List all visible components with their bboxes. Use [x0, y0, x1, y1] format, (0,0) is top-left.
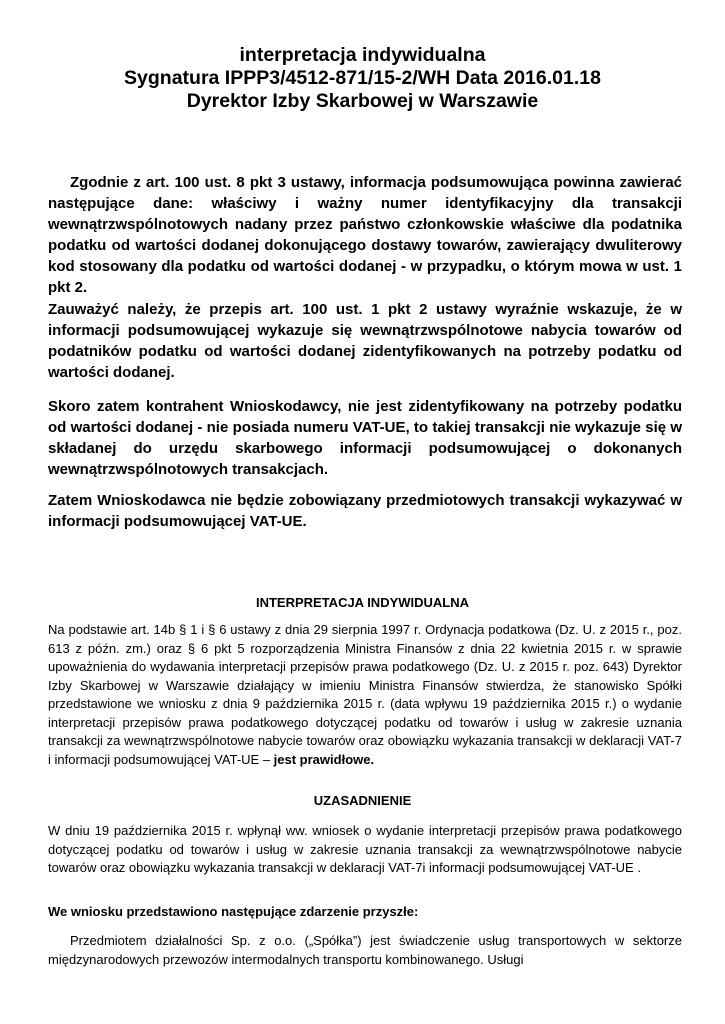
summary-paragraph-4: Zatem Wnioskodawca nie będzie zobowiązany przedmiotowych transakcji wykazywać w informacji podsumowującej VAT-UE. [48, 492, 682, 530]
justification-paragraph: W dniu 19 października 2015 r. wpłynął ww. wniosek o wydanie interpretacji przepisów prawa podatkowego dotyczącej podatku od towarów i usług w zakresie uznania transakcji za wewnątrzwspólnotowe nabycie towarów oraz obowiązku wykazania transakcji w deklaracji VAT-7i informacji podsumowującej VAT-UE . [48, 823, 682, 875]
facts-paragraph: Przedmiotem działalności Sp. z o.o. („Spółka”) jest świadczenie usług transportowych w sektorze międzynarodowych przewozów intermodalnych transportu kombinowanego. Usługi [48, 933, 682, 967]
interpretation-text: Na podstawie art. 14b § 1 i § 6 ustawy z dnia 29 sierpnia 1997 r. Ordynacja podatkowa (Dz. U. z 2015 r., poz. 613 z późn. zm.) oraz § 6 pkt 5 rozporządzenia Ministra Finansów z dnia 22 kwietnia 2015 r. w sprawie upoważnienia do wydawania interpretacji przepisów prawa podatkowego (Dz. U. z 2015 r. poz. 643) Dyrektor Izby Skarbowej w Warszawie działający w imieniu Ministra Finansów stwierdza, że stanowisko Spółki przedstawione we wniosku z dnia 9 października 2015 r. (data wpływu 19 października 2015 r.) o wydanie interpretacji przepisów prawa podatkowego dotyczącej podatku od towarów i usług w zakresie uznania transakcji za wewnątrzwspólnotowe nabycie towarów oraz obowiązku wykazania transakcji w deklaracji VAT-7 i informacji podsumowującej VAT-UE – [48, 622, 682, 767]
interpretation-paragraph [48, 621, 682, 769]
section-title-justification: UZASADNIENIE [313, 793, 412, 808]
document-header [0, 44, 725, 113]
section-title-interpretation: INTERPRETACJA INDYWIDUALNA [255, 595, 470, 610]
header-authority: Dyrektor Izby Skarbowej w Warszawie [186, 90, 539, 112]
facts-subheading: We wniosku przedstawiono następujące zdarzenie przyszłe: [48, 904, 419, 919]
header-doc-type: interpretacja indywidualna [239, 44, 486, 66]
summary-paragraph-1: Zgodnie z art. 100 ust. 8 pkt 3 ustawy, informacja podsumowująca powinna zawierać następujące dane: właściwy i ważny numer identyfikacyjny dla transakcji wewnątrzwspólnotowych nadany przez państwo członkowskie właściwe dla podatnika podatku od wartości dodanej dokonującego dostawy towarów, zawierający dwuliterowy kod stosowany dla podatku od wartości dodanej - w przypadku, o którym mowa w ust. 1 pkt 2. [48, 174, 682, 296]
interpretation-verdict: jest prawidłowe. [273, 751, 375, 767]
header-signature-date: Sygnatura IPPP3/4512-871/15-2/WH Data 2016.01.18 [124, 67, 601, 89]
summary-paragraph-2: Zauważyć należy, że przepis art. 100 ust. 1 pkt 2 ustawy wyraźnie wskazuje, że w informacji podsumowującej wykazuje się wewnątrzwspólnotowe nabycia towarów od podatników podatku od wartości dodanej zidentyfikowanych na potrzeby podatku od wartości dodanej. [48, 301, 682, 381]
summary-paragraph-3: Skoro zatem kontrahent Wnioskodawcy, nie jest zidentyfikowany na potrzeby podatku od wartości dodanej - nie posiada numeru VAT-UE, to takiej transakcji nie wykazuje się w składanej do urzędu skarbowego informacji podsumowującej o dokonanych wewnątrzwspólnotowych transakcjach. [48, 398, 682, 478]
